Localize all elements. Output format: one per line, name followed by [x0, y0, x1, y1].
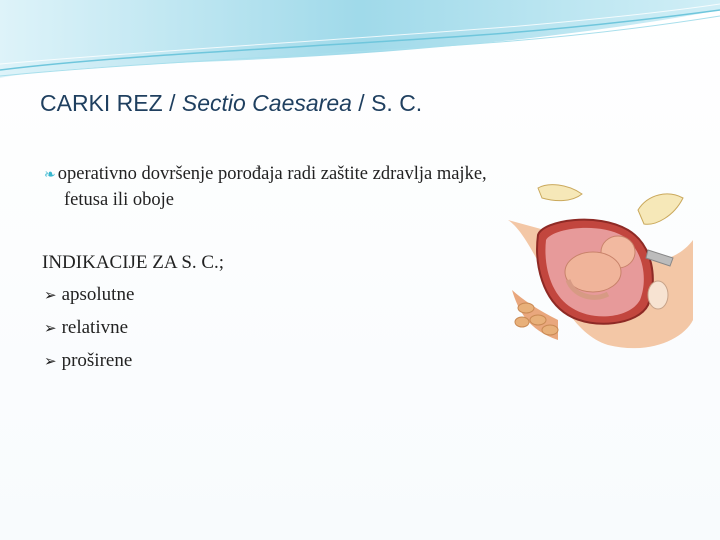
slide-title	[40, 90, 422, 117]
arrow-bullet-icon: ➢	[44, 352, 57, 370]
list-item	[44, 317, 134, 350]
list-item	[44, 350, 134, 383]
cesarean-illustration-image	[498, 180, 698, 360]
arrow-bullet-icon: ➢	[44, 286, 57, 304]
arrow-bullet-icon: ➢	[44, 319, 57, 337]
indications-list	[44, 284, 134, 383]
indications-heading: INDIKACIJE ZA S. C.;	[42, 252, 225, 273]
indication-label: relativne	[61, 317, 129, 338]
title-latin-text: Sectio Caesarea	[181, 90, 352, 116]
title-main-text: CARKI REZ /	[40, 90, 182, 116]
indication-label: apsolutne	[61, 284, 135, 305]
definition-line-2: fetusa ili oboje	[64, 190, 174, 210]
feather-bullet-icon: ❧	[44, 168, 56, 183]
title-abbreviation-text: / S. C.	[351, 90, 423, 116]
indication-label: proširene	[61, 350, 133, 371]
wave-header-decoration	[0, 0, 720, 90]
list-item	[44, 284, 134, 317]
definition-line-1: operativno dovršenje porođaja radi zaštite zdravlja majke,	[57, 164, 487, 184]
